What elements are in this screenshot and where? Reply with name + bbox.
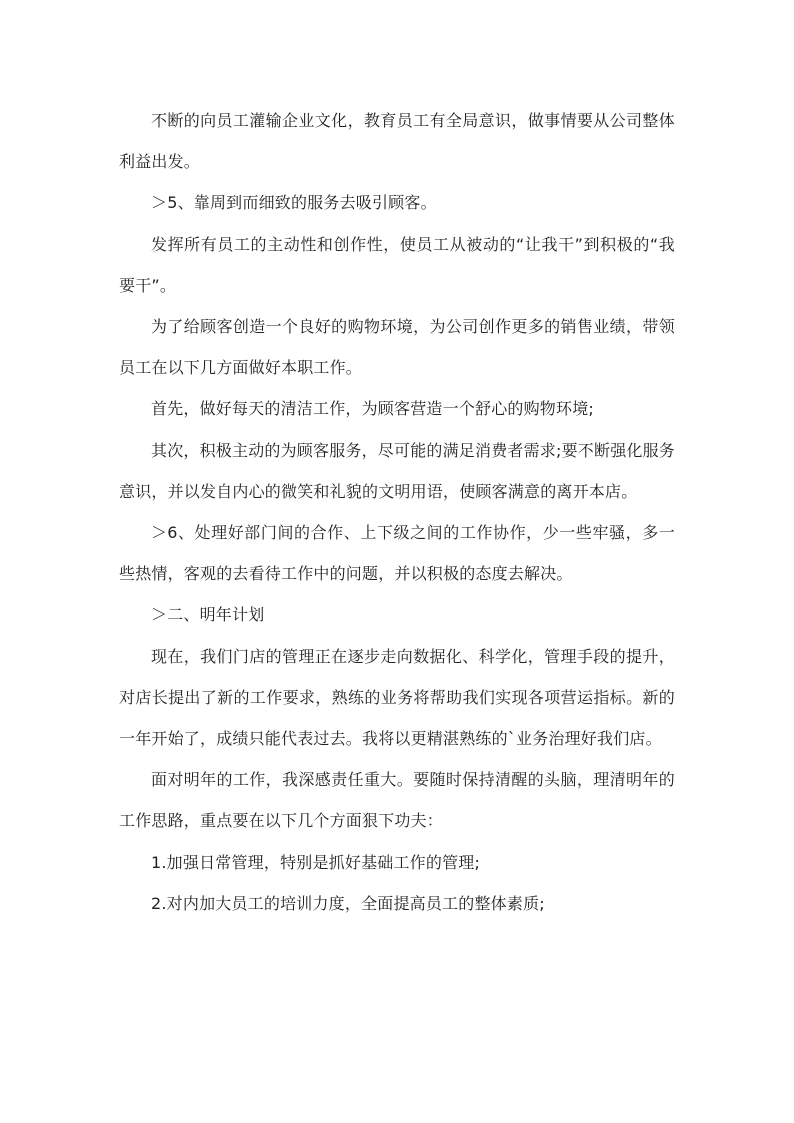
- paragraph-culture: 不断的向员工灌输企业文化，教育员工有全局意识，做事情要从公司整体利益出发。: [119, 111, 675, 172]
- list-item-daily-management: 1.加强日常管理，特别是抓好基础工作的管理;: [151, 852, 481, 872]
- paragraph-first-cleaning: 首先，做好每天的清洁工作，为顾客营造一个舒心的购物环境;: [151, 399, 594, 419]
- paragraph-responsibility: 面对明年的工作，我深感责任重大。要随时保持清醒的头脑，理清明年的工作思路，重点要在以下几个方面狠下功夫：: [119, 770, 675, 831]
- paragraph-item-5-heading: ＞5、靠周到而细致的服务去吸引顾客。: [151, 193, 437, 213]
- paragraph-item-6-cooperation: ＞6、处理好部门间的合作、上下级之间的工作协作，少一些牢骚，多一些热情，客观的去看待工作中的问题，并以积极的态度去解决。: [119, 523, 675, 584]
- paragraph-shopping-environment: 为了给顾客创造一个良好的购物环境，为公司创作更多的销售业绩，带领员工在以下几方面做好本职工作。: [119, 317, 675, 378]
- section-heading-next-year-plan: ＞二、明年计划: [151, 605, 265, 625]
- paragraph-second-service: 其次，积极主动的为顾客服务，尽可能的满足消费者需求;要不断强化服务意识，并以发自内心的微笑和礼貌的文明用语，使顾客满意的离开本店。: [119, 440, 675, 501]
- list-item-staff-training: 2.对内加大员工的培训力度，全面提高员工的整体素质;: [151, 893, 545, 913]
- document-body: [119, 100, 675, 924]
- paragraph-management-digitization: 现在，我们门店的管理正在逐步走向数据化、科学化，管理手段的提升，对店长提出了新的工作要求，熟练的业务将帮助我们实现各项营运指标。新的一年开始了，成绩只能代表过去。我将以更精湛熟练的`业务治理好我们店。: [119, 646, 675, 749]
- paragraph-initiative: 发挥所有员工的主动性和创作性，使员工从被动的“让我干”到积极的“我要干”。: [119, 234, 675, 295]
